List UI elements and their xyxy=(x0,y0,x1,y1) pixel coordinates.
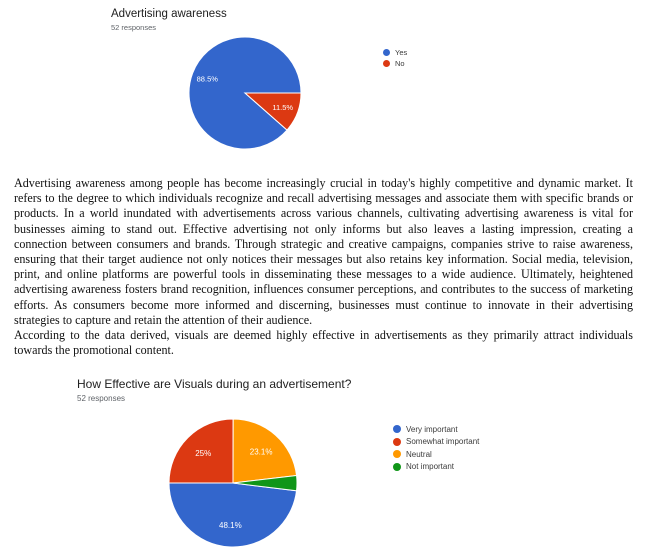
legend-label: Somewhat important xyxy=(406,437,480,447)
legend-dot xyxy=(393,425,401,433)
chart-title: Advertising awareness xyxy=(111,8,227,20)
visuals-chart xyxy=(0,370,660,556)
legend-item-very-important xyxy=(393,423,479,436)
awareness-pie xyxy=(0,0,660,160)
chart-title: How Effective are Visuals during an advertisement? xyxy=(77,377,352,391)
body-paragraph-2: According to the data derived, visuals are deemed highly effective in advertisements as they primarily attract individuals towards the promotional content. xyxy=(14,328,633,358)
pie-slice-very-important xyxy=(169,483,297,547)
legend-item-somewhat-important xyxy=(393,436,479,449)
chart-subtitle: 52 responses xyxy=(111,23,157,32)
chart-subtitle: 52 responses xyxy=(77,394,126,403)
slice-label: 88.5% xyxy=(196,74,218,84)
legend-item-neutral xyxy=(393,448,479,461)
slice-label: 23.1% xyxy=(249,447,273,457)
legend-dot xyxy=(383,49,390,56)
legend-label: Not important xyxy=(406,462,455,472)
legend-dot xyxy=(393,463,401,471)
legend-dot xyxy=(393,438,401,446)
legend-dot xyxy=(393,450,401,458)
legend-label: Yes xyxy=(395,48,408,57)
legend-label: Neutral xyxy=(406,449,432,459)
awareness-chart xyxy=(0,0,660,160)
legend-label: No xyxy=(395,59,405,68)
slice-label: 11.5% xyxy=(272,102,294,112)
slice-label: 25% xyxy=(195,448,212,458)
legend-item-no xyxy=(383,58,407,69)
legend-label: Very important xyxy=(406,424,458,434)
slice-label: 48.1% xyxy=(219,520,242,530)
body-paragraph-1: Advertising awareness among people has become increasingly crucial in today's highly competitive and dynamic market. It refers to the degree to which individuals recognize and recall advertising messages and associate them with specific brands or products. In a world inundated with advertisements across various channels, cultivating advertising awareness is vital for businesses aiming to stand out. Effective advertising not only informs but also leaves a lasting impression, creating a connection between consumers and brands. Through strategic and creative campaigns, companies strive to raise awareness, ensuring that their target audience not only notices their messages but also retains key information. Social media, television, print, and online platforms are powerful tools in disseminating these messages to a wide audience. Ultimately, heightened advertising awareness fosters brand recognition, influences consumer perceptions, and contributes to the success of marketing efforts. As consumers become more informed and discerning, businesses must continue to innovate in their advertising strategies to capture and retain the attention of their audience. xyxy=(14,176,633,327)
awareness-legend xyxy=(383,47,407,69)
visuals-legend xyxy=(393,423,479,473)
visuals-pie xyxy=(0,370,660,556)
legend-item-not-important xyxy=(393,461,479,474)
legend-item-yes xyxy=(383,47,407,58)
legend-dot xyxy=(383,60,390,67)
